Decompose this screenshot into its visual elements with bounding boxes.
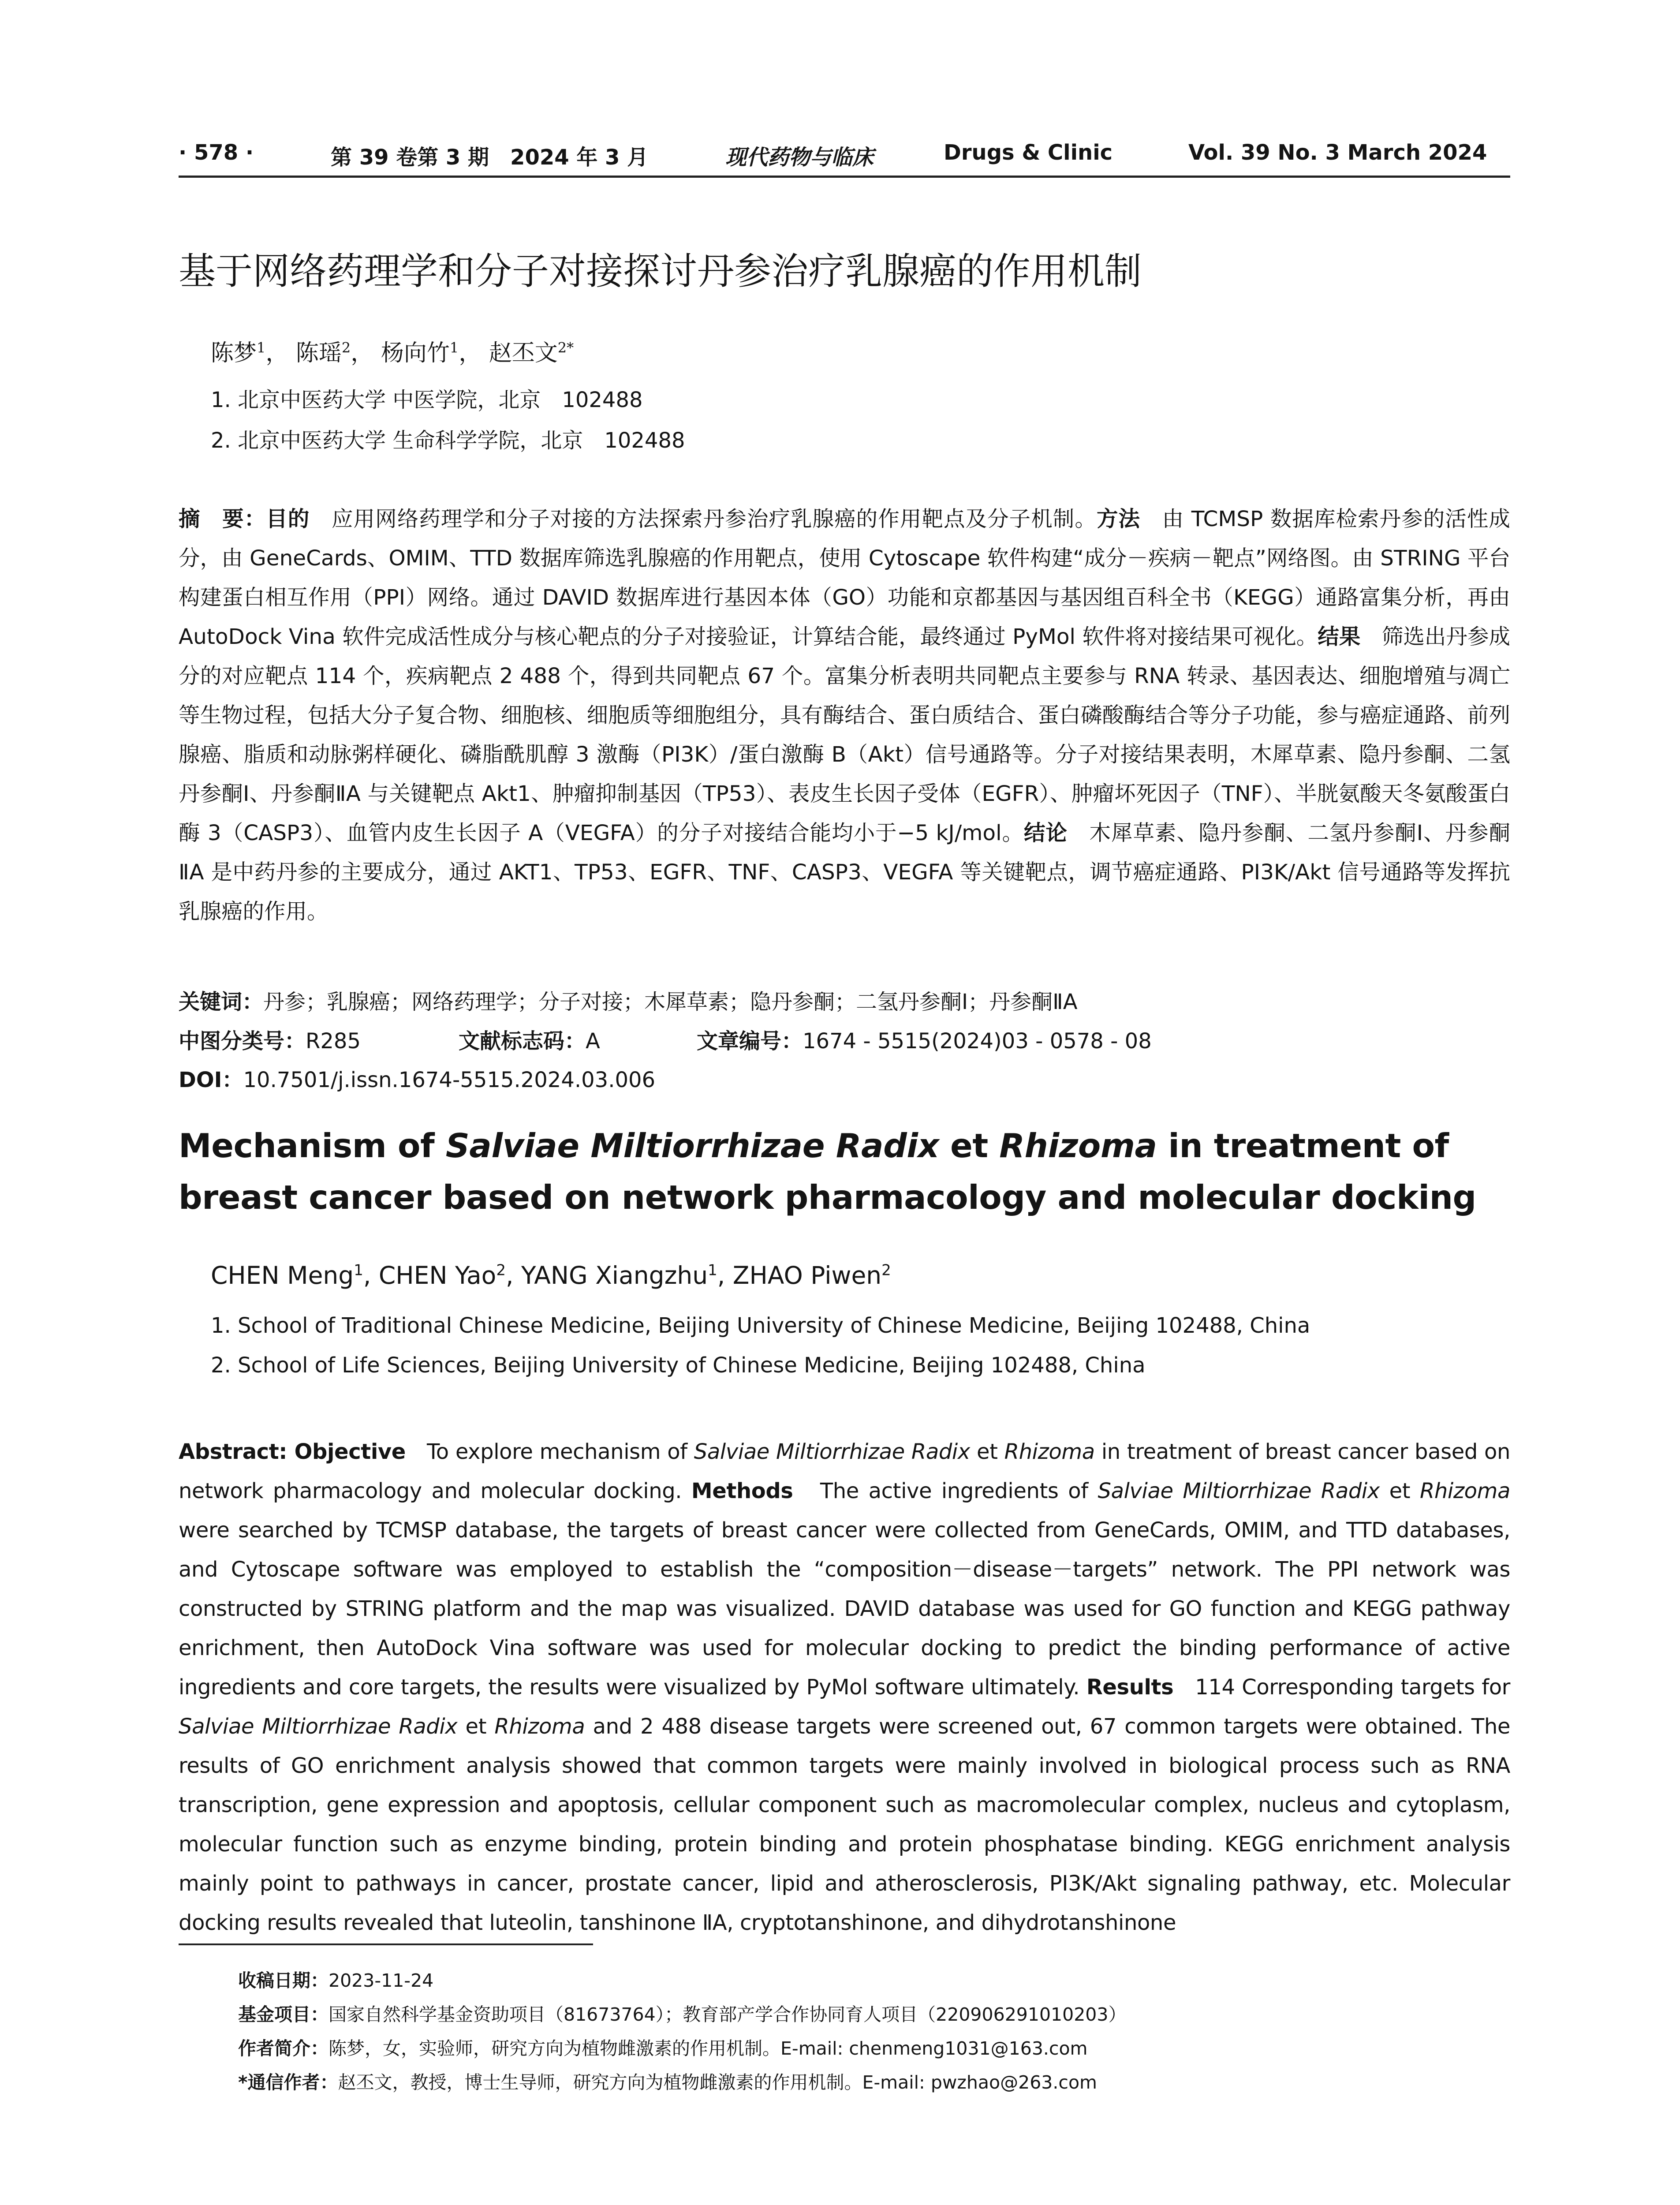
doi-line — [179, 1063, 655, 1093]
results-text: 筛选出丹参成分的对应靶点 114 个，疾病靶点 2 488 个，得到共同靶点 67 个。富集分析表明共同靶点主要参与 RNA 转录、基因表达、细胞增殖与凋亡等生物过程，包括大分子复合物、细胞核、细胞质等细胞组分，具有酶结合、蛋白质结合、蛋白磷酸酶结合等分子功能，参与癌症通路、前列腺癌、脂质和动脉粥样硬化、磷脂酰肌醇 3 激酶（PI3K）/蛋白激酶 B（Akt）信号通路等。分子对接结果表明，木犀草素、隐丹参酮、二氢丹参酮Ⅰ、丹参酮ⅡA 与关键靶点 Akt1、肿瘤抑制基因（TP53）、表皮生长因子受体（EGFR）、肿瘤坏死因子（TNF）、半胱氨酸天冬氨酸蛋白酶 3（CASP3）、血管内皮生长因子 A（VEGFA）的分子对接结合能均小于−5 kJ/mol。 — [179, 624, 1510, 845]
author-affiliation-sup: 1 — [257, 339, 266, 356]
abstract-en-text: 114 Corresponding targets for — [1173, 1675, 1510, 1700]
abstract-en-text: The active ingredients of — [793, 1479, 1098, 1503]
abstract-en — [179, 1432, 1510, 1943]
author-name: 陈梦 — [211, 340, 257, 366]
article-number-value: 1674 - 5515(2024)03 - 0578 - 08 — [803, 1029, 1152, 1054]
author-affiliation-sup: 1 — [449, 339, 459, 356]
results-label: 结果 — [1318, 624, 1361, 649]
footnote-received — [238, 1966, 433, 1992]
article-number — [697, 1024, 1152, 1054]
page-number: · 578 · — [179, 140, 254, 165]
keywords-cn — [179, 985, 1078, 1015]
footnote-label: 作者简介： — [238, 2038, 329, 2059]
abstract-en-text: in treatment of breast cancer based on network pharmacology and molecular docking. — [179, 1439, 1510, 1503]
title-en-species: Salviae Miltiorrhizae Radix — [445, 1126, 939, 1165]
author-affiliation-sup: 2 — [881, 1261, 891, 1279]
author-affiliation-sup: 2 — [496, 1261, 506, 1279]
affiliation-en: 1. School of Traditional Chinese Medicine, Beijing University of Chinese Medicine, Beijing 102488, China — [211, 1313, 1310, 1338]
classification-line — [179, 1024, 361, 1054]
affiliation-en: 2. School of Life Sciences, Beijing University of Chinese Medicine, Beijing 102488, China — [211, 1353, 1146, 1378]
abstract-en-text: et — [457, 1714, 495, 1739]
footnote-text: 赵丕文，教授，博士生导师，研究方向为植物雌激素的作用机制。E-mail: pwzhao@263.com — [338, 2072, 1097, 2093]
volume-cn: 第 39 卷第 3 期 2024 年 3 月 — [331, 145, 649, 170]
doc-code — [459, 1024, 600, 1054]
abstract-label: 摘 要： — [179, 507, 266, 531]
header-rule — [179, 176, 1510, 178]
abstract-en-text: and 2 488 disease targets were screened out, 67 common targets were obtained. The results of GO enrichment analysis showed that common targets were mainly involved in biological process such as RNA transcription, gene expression and apoptosis, cellular component such as macromolecular complex, nucleus and cytoplasm, molecular function such as enzyme binding, protein binding and protein phosphatase binding. KEGG enrichment analysis mainly point to pathways in cancer, prostate cancer, lipid and atherosclerosis, PI3K/Akt signaling pathway, etc. Molecular docking results revealed that luteolin, tanshinone ⅡA, cryptotanshinone, and dihydrotanshinone — [179, 1714, 1510, 1935]
objective-label: 目的 — [266, 507, 310, 531]
doi-link[interactable]: 10.7501/j.issn.1674-5515.2024.03.006 — [243, 1068, 656, 1092]
footnote-text: 2023-11-24 — [329, 1970, 434, 1991]
doc-code-value: A — [586, 1029, 600, 1054]
article-title-cn: 基于网络药理学和分子对接探讨丹参治疗乳腺癌的作用机制 — [179, 250, 1142, 293]
affiliation-cn: 2. 北京中医药大学 生命科学学院，北京 102488 — [211, 428, 685, 453]
abstract-en-text: et — [1379, 1479, 1420, 1503]
abstract-en-species: Rhizoma — [1004, 1439, 1095, 1464]
journal-name-en: Drugs & Clinic — [944, 140, 1113, 165]
abstract-en-species: Rhizoma — [1419, 1479, 1510, 1503]
author-affiliation-sup: 2* — [557, 339, 574, 356]
abstract-en-results-label: Results — [1086, 1675, 1174, 1700]
affiliation-cn: 1. 北京中医药大学 中医学院，北京 102488 — [211, 388, 643, 412]
title-en-part: et — [939, 1126, 1000, 1165]
abstract-en-species: Salviae Miltiorrhizae Radix — [179, 1714, 458, 1739]
footnote-funding — [238, 2000, 1126, 2026]
footnote-label: 基金项目： — [238, 2004, 329, 2025]
abstract-en-species: Salviae Miltiorrhizae Radix — [1098, 1479, 1380, 1503]
keywords-text: 丹参；乳腺癌；网络药理学；分子对接；木犀草素；隐丹参酮；二氢丹参酮Ⅰ；丹参酮ⅡA — [263, 990, 1078, 1014]
methods-label: 方法 — [1096, 507, 1141, 531]
author-name: 杨向竹 — [381, 340, 450, 366]
author-name: 赵丕文 — [489, 340, 558, 366]
title-en-part: Mechanism of — [179, 1126, 446, 1165]
author-name: YANG Xiangzhu — [521, 1261, 708, 1289]
abstract-en-label: Abstract: Objective — [179, 1439, 406, 1464]
abstract-en-text: were searched by TCMSP database, the targets of breast cancer were collected from GeneCards, OMIM, and TTD databases, and Cytoscape software was employed to establish the “composition－disease－targets” network. The PPI network was constructed by STRING platform and the map was visualized. DAVID database was used for GO function and KEGG pathway enrichment, then AutoDock Vina software was used for molecular docking to predict the binding performance of active ingredients and core targets, the results were visualized by PyMol software ultimately. — [179, 1518, 1510, 1700]
conclusion-label: 结论 — [1024, 821, 1068, 845]
footnote-rule — [179, 1943, 593, 1945]
author-list-en: CHEN Meng$^1$, CHEN Yao$^2$, YANG Xiangzhu$^1$, ZHAO Piwen$^2$ — [211, 1261, 891, 1289]
keywords-label: 关键词： — [179, 990, 264, 1014]
author-list-cn: 陈梦$^1$， 陈瑶$^2$， 杨向竹$^1$， 赵丕文$^{2*}$ — [211, 339, 574, 366]
objective-text: 应用网络药理学和分子对接的方法探索丹参治疗乳腺癌的作用靶点及分子机制。 — [310, 507, 1097, 531]
abstract-en-species: Salviae Miltiorrhizae Radix — [694, 1439, 970, 1464]
author-name: 陈瑶 — [295, 340, 342, 366]
author-name: ZHAO Piwen — [732, 1261, 882, 1289]
abstract-en-methods-label: Methods — [691, 1479, 793, 1503]
author-affiliation-sup: 2 — [341, 339, 351, 356]
footnote-corresponding — [238, 2068, 1097, 2094]
footnote-author-bio — [238, 2034, 1088, 2060]
abstract-en-species: Rhizoma — [494, 1714, 585, 1739]
footnote-label: 收稿日期： — [238, 1970, 329, 1991]
journal-name-cn: 现代药物与临床 — [725, 145, 874, 170]
article-number-label: 文章编号： — [697, 1029, 803, 1054]
author-name: CHEN Meng — [211, 1261, 354, 1289]
author-name: CHEN Yao — [378, 1261, 497, 1289]
running-head — [179, 140, 1510, 171]
clc-label: 中图分类号： — [179, 1029, 306, 1054]
footnote-text: 陈梦，女，实验师，研究方向为植物雌激素的作用机制。E-mail: chenmeng1031@163.com — [329, 2038, 1088, 2059]
methods-text: 由 TCMSP 数据库检索丹参的活性成分，由 GeneCards、OMIM、TTD 数据库筛选乳腺癌的作用靶点，使用 Cytoscape 软件构建“成分－疾病－靶点”网络图。由 STRING 平台构建蛋白相互作用（PPI）网络。通过 DAVID 数据库进行基因本体（GO）功能和京都基因与基因组百科全书（KEGG）通路富集分析，再由 AutoDock Vina 软件完成活性成分与核心靶点的分子对接验证，计算结合能，最终通过 PyMol 软件将对接结果可视化。 — [179, 507, 1510, 649]
abstract-cn — [179, 500, 1510, 931]
clc-value: R285 — [306, 1029, 361, 1054]
abstract-en-text: To explore mechanism of — [405, 1439, 694, 1464]
doc-code-label: 文献标志码： — [459, 1029, 586, 1054]
footnote-text: 国家自然科学基金资助项目（81673764）；教育部产学合作协同育人项目（220906291010203） — [329, 2004, 1127, 2025]
volume-en: Vol. 39 No. 3 March 2024 — [1188, 140, 1487, 165]
title-en-species: Rhizoma — [999, 1126, 1157, 1165]
author-affiliation-sup: 1 — [708, 1261, 717, 1279]
footnote-label: *通信作者： — [238, 2072, 338, 2093]
conclusion-text: 木犀草素、隐丹参酮、二氢丹参酮Ⅰ、丹参酮ⅡA 是中药丹参的主要成分，通过 AKT1、TP53、EGFR、TNF、CASP3、VEGFA 等关键靶点，调节癌症通路、PI3K/Akt 信号通路等发挥抗乳腺癌的作用。 — [179, 821, 1510, 924]
article-title-en — [179, 1120, 1510, 1223]
abstract-en-text: et — [970, 1439, 1004, 1464]
title-en-part: in treatment of breast cancer based on network pharmacology and molecular docking — [179, 1126, 1476, 1217]
doi-label: DOI： — [179, 1068, 243, 1092]
author-affiliation-sup: 1 — [354, 1261, 363, 1279]
